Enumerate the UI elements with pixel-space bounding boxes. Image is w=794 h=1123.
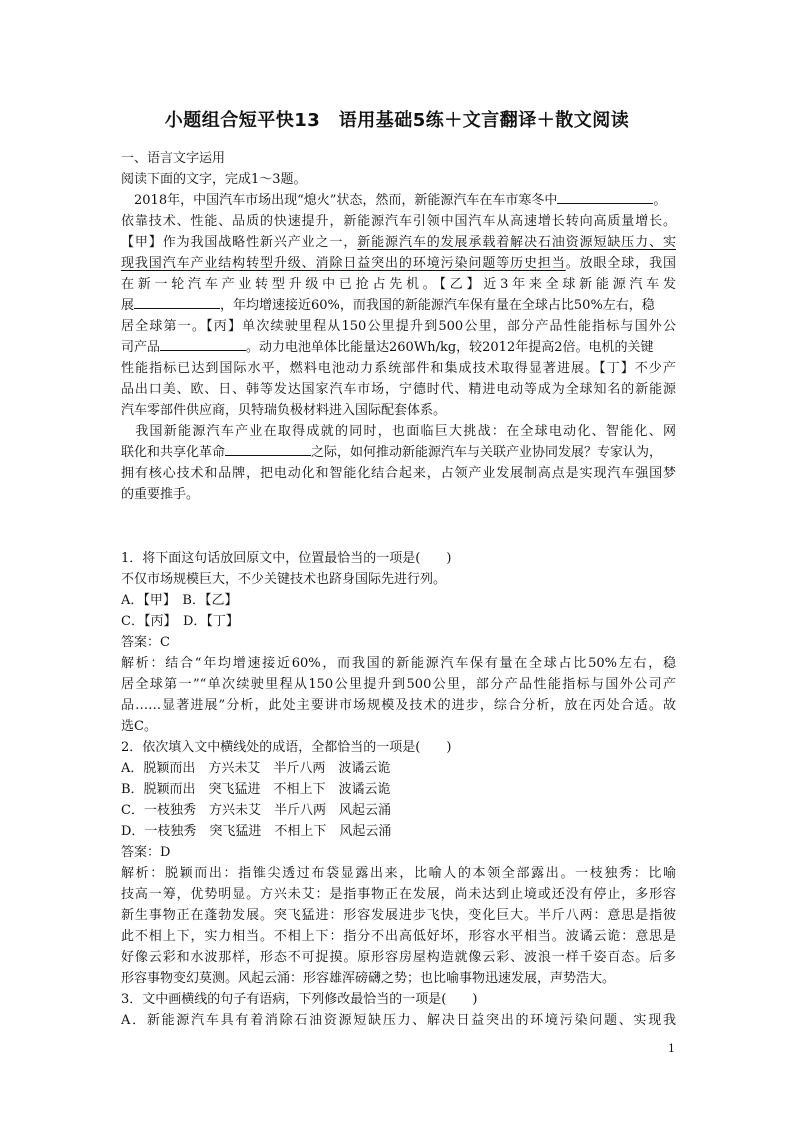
question-sentence: 不仅市场规模巨大，不少关键技术也跻身国际先进行列。 bbox=[121, 572, 447, 587]
question-stem: 3．文中画横线的句子有语病，下列修改最恰当的一项是( ) bbox=[121, 992, 478, 1007]
passage-line: 汽车零部件供应商，贝特瑞负极材料进入国际配套体系。 bbox=[121, 403, 447, 418]
passage-line: 2018年，中国汽车市场出现“熄火”状态，然而，新能源汽车在车市寒冬中 。 bbox=[121, 190, 676, 211]
passage-line: 在新一轮汽车产业转型升级中已抢占先机。【乙】近3年来全球新能源汽车发 bbox=[121, 277, 676, 292]
passage-line: 现我国汽车产业结构转型升级、消除日益突出的环境污染问题等历史担当。放眼全球，我国 bbox=[121, 256, 676, 271]
passage-line: 的重要推手。 bbox=[121, 487, 200, 502]
passage-line: 拥有核心技术和品牌，把电动化和智能化结合起来，占领产业发展制高点是实现汽车强国梦 bbox=[121, 466, 676, 481]
explanation-line: 形容事物变幻莫测。风起云涌：形容雄浑磅礴之势；也比喻事物迅速发展，声势浩大。 bbox=[121, 971, 616, 986]
option-a: A．脱颖而出 方兴未艾 半斤八两 波谲云诡 bbox=[121, 761, 391, 776]
question-2 bbox=[121, 737, 676, 989]
passage-line: 我国新能源汽车产业在取得成就的同时，也面临巨大挑战：在全球电动化、智能化、网 bbox=[121, 424, 676, 439]
option-row: A．【甲】 B．【乙】 bbox=[121, 593, 238, 608]
question-1 bbox=[121, 548, 676, 737]
passage-line: 居全球第一。【丙】单次续驶里程从150公里提升到500公里，部分产品性能指标与国外公 bbox=[121, 319, 676, 334]
option-a: A．新能源汽车具有着消除石油资源短缺压力、解决日益突出的环境污染问题、实现我 bbox=[121, 1013, 676, 1028]
page-number: 1 bbox=[668, 1042, 675, 1055]
passage-line: 司产品 。动力电池单体比能量达260Wh/kg，较2012年提高2倍。电机的关键 bbox=[121, 337, 676, 358]
option-d: D．一枝独秀 突飞猛进 不相上下 风起云涌 bbox=[121, 824, 392, 839]
explanation-line: 选C。 bbox=[121, 719, 157, 734]
option-c: C．一枝独秀 方兴未艾 半斤八两 风起云涌 bbox=[121, 803, 391, 818]
answer: 答案：C bbox=[121, 635, 170, 650]
explanation-line: 解析：结合“年均增速接近60%，而我国的新能源汽车保有量在全球占比50%左右，稳 bbox=[121, 656, 676, 671]
instruction: 阅读下面的文字，完成1～3题。 bbox=[121, 172, 307, 187]
section-heading: 一、语言文字运用 bbox=[121, 151, 226, 166]
passage-line: 依靠技术、性能、品质的快速提升，新能源汽车引领中国汽车从高速增长转向高质量增长。 bbox=[121, 214, 676, 229]
content-body bbox=[121, 148, 676, 1031]
passage-line: 联化和共享化革命 之际，如何推动新能源汽车与关联产业协同发展？专家认为， bbox=[121, 442, 676, 463]
fill-blank-2 bbox=[134, 295, 220, 309]
option-b: B．脱颖而出 突飞猛进 不相上下 波谲云诡 bbox=[121, 782, 391, 797]
fill-blank-3 bbox=[160, 337, 246, 351]
passage bbox=[121, 190, 676, 505]
page-title: 小题组合短平快13 语用基础5练＋文言翻译＋散文阅读 bbox=[164, 110, 630, 131]
answer: 答案：D bbox=[121, 845, 171, 860]
passage-line: 展 ，年均增速接近60%，而我国的新能源汽车保有量在全球占比50%左右，稳 bbox=[121, 295, 676, 316]
passage-line: 【甲】作为我国战略性新兴产业之一，新能源汽车的发展承载着解决石油资源短缺压力、实 bbox=[121, 235, 676, 250]
option-row: C．【丙】 D．【丁】 bbox=[121, 614, 239, 629]
explanation-line: 好像云彩和水波那样，形态不可捉摸。原形容房屋构造就像云彩、波浪一样千姿百态。后多 bbox=[121, 950, 676, 965]
explanation-line: 解析：脱颖而出：指锥尖透过布袋显露出来，比喻人的本领全部露出。一枝独秀：比喻 bbox=[121, 866, 676, 881]
explanation-line: 技高一筹，优势明显。方兴未艾：是指事物正在发展，尚未达到止境或还没有停止，多形容 bbox=[121, 887, 676, 902]
question-3 bbox=[121, 989, 676, 1031]
explanation-line: 新生事物正在蓬勃发展。突飞猛进：形容发展进步飞快，变化巨大。半斤八两：意思是指彼 bbox=[121, 908, 676, 923]
passage-line: 性能指标已达到国际水平，燃料电池动力系统部件和集成技术取得显著进展。【丁】不少产 bbox=[121, 361, 676, 376]
explanation-line: 居全球第一”“单次续驶里程从150公里提升到500公里，部分产品性能指标与国外公司产 bbox=[121, 677, 676, 692]
underlined-sentence: 新能源汽车的发展承载着解决石油资源短缺压力、实 bbox=[357, 235, 676, 250]
fill-blank-1 bbox=[557, 190, 653, 204]
explanation-line: 此不相上下，实力相当。不相上下：指分不出高低好坏，形容水平相当。波谲云诡：意思是 bbox=[121, 929, 676, 944]
question-stem: 1．将下面这句话放回原文中，位置最恰当的一项是( ) bbox=[121, 551, 452, 566]
fill-blank-4 bbox=[225, 442, 311, 456]
explanation-line: 品……显著进展”分析，此处主要讲市场规模及技术的进步，综合分析，放在丙处合适。故 bbox=[121, 698, 676, 713]
underlined-sentence: 现我国汽车产业结构转型升级、消除日益突出的环境污染问题等历史担当 bbox=[121, 256, 566, 271]
passage-line: 品出口美、欧、日、韩等发达国家汽车市场，宁德时代、精进电动等成为全球知名的新能源 bbox=[121, 382, 676, 397]
question-stem: 2．依次填入文中横线处的成语，全都恰当的一项是( ) bbox=[121, 740, 452, 755]
